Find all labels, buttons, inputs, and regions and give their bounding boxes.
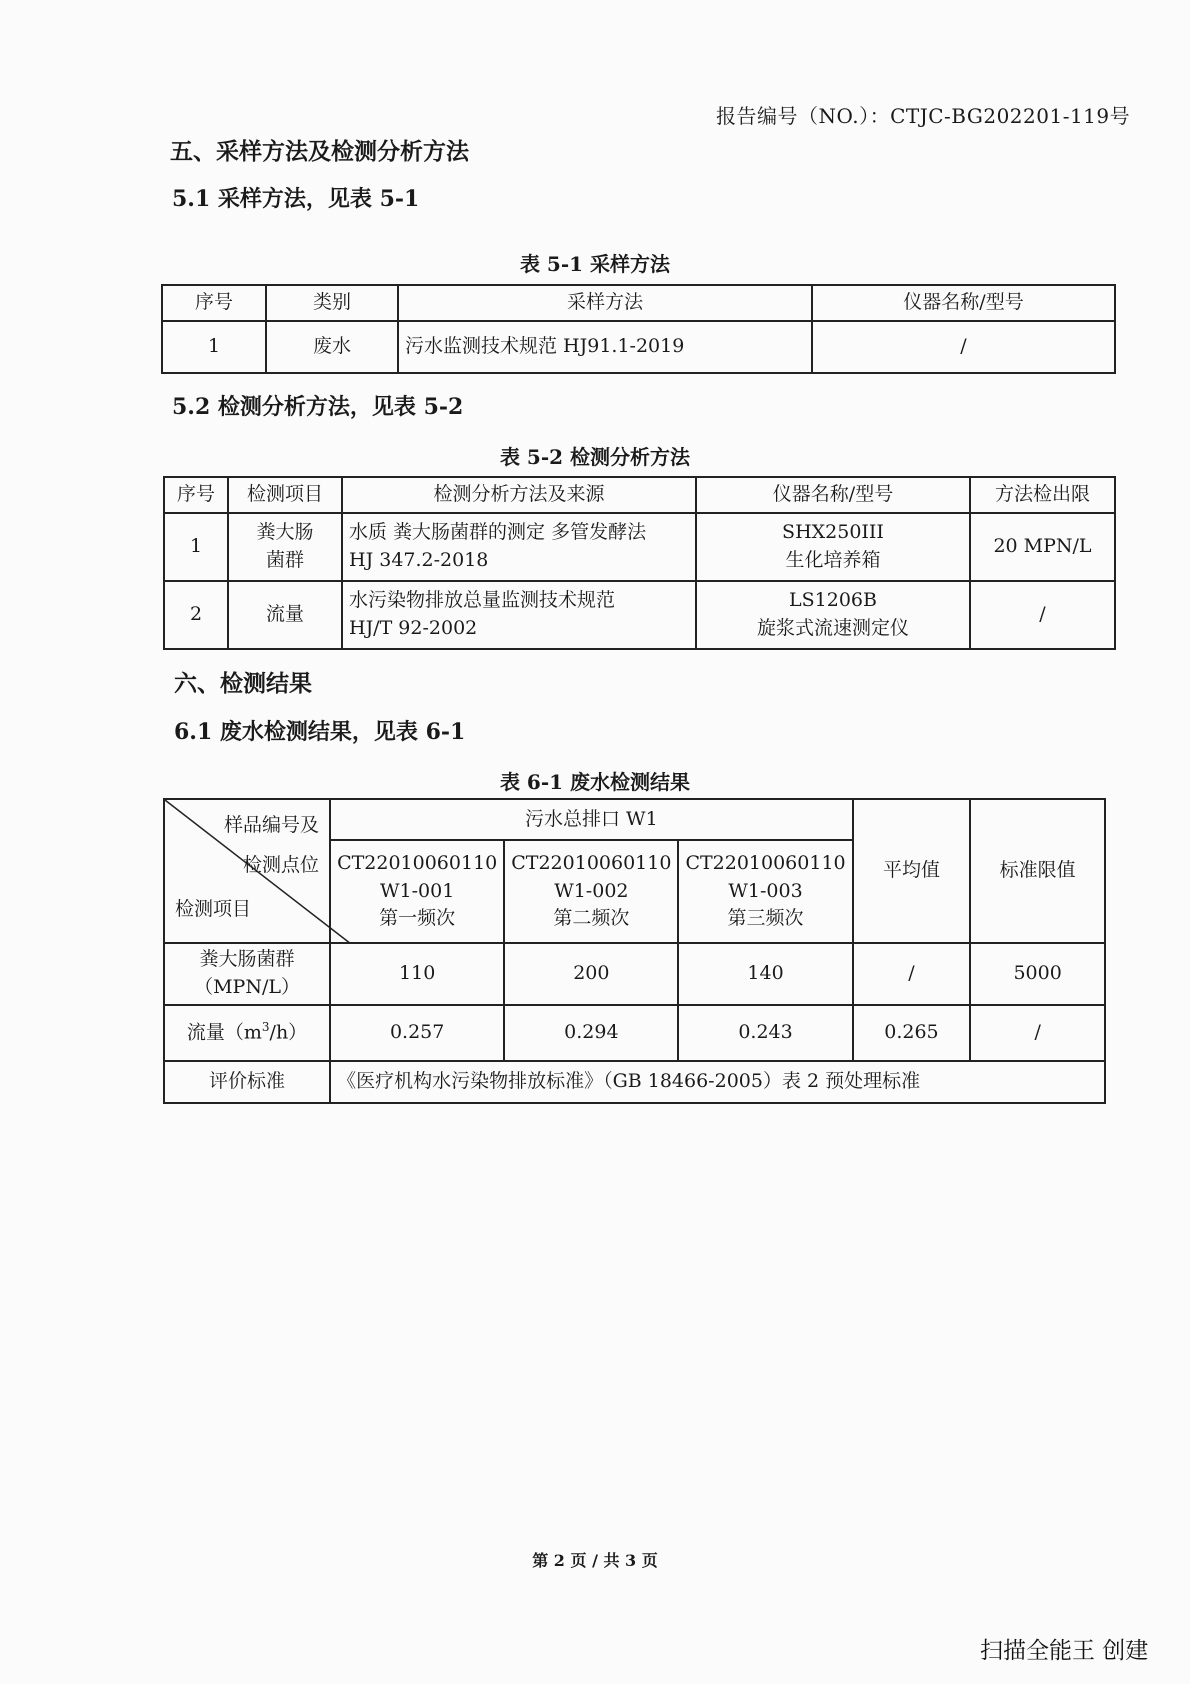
t51-cell-no: 1 (162, 321, 266, 373)
t61-header-avg: 平均值 (853, 799, 971, 943)
t61-diag-point-label: 检测点位 (243, 854, 320, 876)
t61-header-std: 标准限值 (970, 799, 1105, 943)
t61-r1-item-unit: （MPN/L） (194, 976, 300, 998)
t61-r2-item-suffix: /h） (269, 1021, 308, 1044)
table-5-1 (161, 284, 1116, 374)
t52-r2-method-line2: HJ/T 92-2002 (349, 617, 478, 639)
t61-eval-label: 评价标准 (164, 1061, 330, 1103)
t61-diag-item-label: 检测项目 (175, 898, 252, 921)
t61-r1-std: 5000 (970, 943, 1105, 1005)
t61-r1-item-name: 粪大肠菌群 (199, 948, 295, 971)
table-row (164, 581, 1115, 649)
t61-r1-avg: / (853, 943, 971, 1005)
t52-r2-instrument (696, 581, 970, 649)
t61-eval-text: 《医疗机构水污染物排放标准》（GB 18466-2005）表 2 预处理标准 (330, 1061, 1105, 1103)
t61-r2-v1: 0.257 (330, 1005, 504, 1061)
t51-cell-instrument: / (812, 321, 1115, 373)
t51-header-method: 采样方法 (398, 285, 812, 321)
t52-header-no: 序号 (164, 477, 228, 513)
page-number: 第 2 页 / 共 3 页 (532, 1551, 658, 1570)
table-5-1-caption: 表 5-1 采样方法 (519, 252, 671, 276)
t61-sample-2 (504, 840, 678, 943)
t61-r2-item (164, 1005, 330, 1061)
t51-cell-category: 废水 (266, 321, 398, 373)
section-6-1-title: 6.1 废水检测结果，见表 6-1 (174, 719, 466, 745)
t61-r2-item-prefix: 流量（m (186, 1021, 262, 1044)
t61-sample-2-freq: 第二频次 (553, 907, 630, 930)
table-6-1-caption: 表 6-1 废水检测结果 (499, 770, 691, 794)
t61-r1-item (164, 943, 330, 1005)
t52-r2-method (342, 581, 696, 649)
t61-r2-avg: 0.265 (853, 1005, 971, 1061)
t52-r2-no: 2 (164, 581, 228, 649)
t52-r1-instrument (696, 513, 970, 581)
t61-r2-v2: 0.294 (504, 1005, 678, 1061)
t61-r1-v3: 140 (678, 943, 852, 1005)
section-5-2-title: 5.2 检测分析方法，见表 5-2 (172, 394, 464, 420)
t52-r2-limit: / (970, 581, 1115, 649)
scanner-watermark: 扫描全能王 创建 (980, 1638, 1149, 1664)
t52-r1-method-line2: HJ 347.2-2018 (349, 549, 489, 571)
t52-r1-method-line1: 水质 粪大肠菌群的测定 多管发酵法 (349, 521, 647, 544)
table-6-1 (163, 798, 1106, 1104)
t52-r1-limit: 20 MPN/L (970, 513, 1115, 581)
t52-header-method: 检测分析方法及来源 (342, 477, 696, 513)
t61-sample-1-freq: 第一频次 (379, 907, 456, 930)
section-5-1-title: 5.1 采样方法，见表 5-1 (172, 186, 420, 212)
t61-diag-sample-label: 样品编号及 (224, 814, 320, 836)
t61-r2-item-sup: 3 (261, 1020, 270, 1035)
t52-r2-instrument-name: 旋浆式流速测定仪 (756, 617, 909, 639)
t61-sample-2-sub: W1-002 (554, 879, 629, 902)
t61-location: 污水总排口 W1 (330, 799, 853, 840)
table-row (164, 943, 1105, 1005)
t52-r2-instrument-model: LS1206B (789, 589, 877, 612)
t61-sample-1-code: CT22010060110 (337, 851, 498, 874)
t61-r2-v3: 0.243 (678, 1005, 852, 1061)
t61-sample-2-code: CT22010060110 (511, 851, 672, 874)
t61-diagonal-header (164, 799, 330, 943)
t52-r1-instrument-model: SHX250III (782, 521, 884, 544)
t51-header-instrument: 仪器名称/型号 (812, 285, 1115, 321)
table-5-2 (163, 476, 1116, 650)
t52-r2-method-line1: 水污染物排放总量监测技术规范 (349, 589, 616, 612)
t61-sample-1 (330, 840, 504, 943)
t52-header-limit: 方法检出限 (970, 477, 1115, 513)
table-row (164, 1061, 1105, 1103)
t52-r2-item: 流量 (228, 581, 342, 649)
section-5-title: 五、采样方法及检测分析方法 (170, 138, 469, 165)
t61-r2-std: / (970, 1005, 1105, 1061)
t52-r1-no: 1 (164, 513, 228, 581)
t52-header-instrument: 仪器名称/型号 (696, 477, 970, 513)
table-5-2-caption: 表 5-2 检测分析方法 (499, 445, 691, 469)
t61-r1-v1: 110 (330, 943, 504, 1005)
report-number: 报告编号（NO.）：CTJC-BG202201-119号 (716, 104, 1131, 128)
t51-cell-method: 污水监测技术规范 HJ91.1-2019 (398, 321, 812, 373)
t61-sample-3-sub: W1-003 (728, 879, 803, 902)
t52-header-item: 检测项目 (228, 477, 342, 513)
t51-header-category: 类别 (266, 285, 398, 321)
t61-sample-3 (678, 840, 852, 943)
section-6-title: 六、检测结果 (174, 670, 312, 697)
t52-r1-item: 粪大肠菌群 (228, 513, 342, 581)
t61-r1-v2: 200 (504, 943, 678, 1005)
table-row (164, 513, 1115, 581)
t52-r1-method (342, 513, 696, 581)
t61-sample-3-freq: 第三频次 (727, 907, 804, 930)
t61-sample-3-code: CT22010060110 (685, 851, 846, 874)
t52-r1-instrument-name: 生化培养箱 (785, 549, 881, 571)
t61-sample-1-sub: W1-001 (380, 879, 455, 902)
table-row (164, 1005, 1105, 1061)
t51-header-no: 序号 (162, 285, 266, 321)
